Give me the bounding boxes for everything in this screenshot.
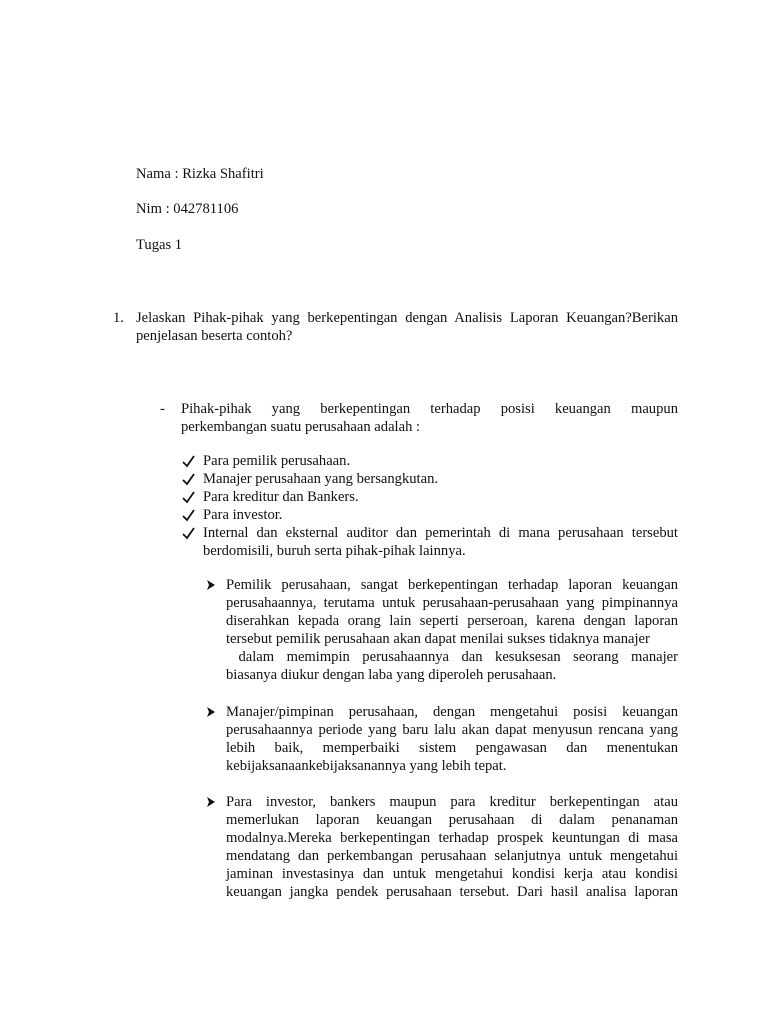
question-line-1: Jelaskan Pihak-pihak yang berkepentingan dengan Analisis Laporan Keuangan?Berikan xyxy=(136,310,678,326)
checkmark-icon xyxy=(181,506,197,524)
explanation-line: Pemilik perusahaan, sangat berkepentingan terhadap laporan keuangan xyxy=(226,577,678,593)
explanation-line: perusahaannya periode yang baru lalu akan dapat menyusun rencana yang xyxy=(226,722,678,738)
dash-bullet: - xyxy=(160,401,165,417)
answer-intro-line-1: Pihak-pihak yang berkepentingan terhadap posisi keuangan maupun xyxy=(181,401,678,417)
explanation-line: mendatang dan perkembangan perusahaan selanjutnya untuk mengetahui xyxy=(226,848,678,864)
explanation-line: jaminan investasinya dan untuk mengetahui kondisi kerja atau kondisi xyxy=(226,866,678,882)
answer-intro-line-2: perkembangan suatu perusahaan adalah : xyxy=(181,419,421,435)
checklist-item: Manajer perusahaan yang bersangkutan. xyxy=(203,471,439,487)
student-nim: Nim : 042781106 xyxy=(136,201,239,217)
explanation-line: modalnya.Mereka berkepentingan terhadap prospek keuntungan di masa xyxy=(226,830,678,846)
checkmark-icon xyxy=(181,488,197,506)
explanation-line: keuangan jangka pendek perusahaan tersebut. Dari hasil analisa laporan xyxy=(226,884,678,900)
assignment-title: Tugas 1 xyxy=(136,237,183,253)
explanation-line: tersebut pemilik perusahaan akan dapat menilai sukses tidaknya manajer xyxy=(226,631,650,647)
explanation-line: memerlukan laporan keuangan perusahaan di dalam penanaman xyxy=(226,812,678,828)
student-name: Nama : Rizka Shafitri xyxy=(136,166,264,182)
checkmark-icon xyxy=(181,524,197,542)
checkmark-icon xyxy=(181,470,197,488)
explanation-line: kebijaksanaankebijaksanannya yang lebih tepat. xyxy=(226,758,507,774)
explanation-line: diserahkan kepada orang lain seperti perseroan, karena dengan laporan xyxy=(226,613,678,629)
explanation-line: Para investor, bankers maupun para kreditur berkepentingan atau xyxy=(226,794,678,810)
explanation-line: dalam memimpin perusahaannya dan kesuksesan seorang manajer xyxy=(226,649,678,665)
checklist-item: Internal dan eksternal auditor dan pemerintah di mana perusahaan tersebut xyxy=(203,525,678,541)
checklist-item: Para investor. xyxy=(203,507,283,523)
checkmark-icon xyxy=(181,452,197,470)
explanation-line: Manajer/pimpinan perusahaan, dengan mengetahui posisi keuangan xyxy=(226,704,678,720)
explanation-line: perusahaannya, terutama untuk perusahaan-perusahaan yang pimpinannya xyxy=(226,595,678,611)
explanation-line: biasanya diukur dengan laba yang diperoleh perusahaan. xyxy=(226,667,557,683)
checklist-item: Para kreditur dan Bankers. xyxy=(203,489,359,505)
checklist-item-continuation: berdomisili, buruh serta pihak-pihak lainnya. xyxy=(203,543,466,559)
explanation-line: lebih baik, memperbaiki sistem pengawasan dan menentukan xyxy=(226,740,678,756)
question-line-2: penjelasan beserta contoh? xyxy=(136,328,293,344)
checklist-item: Para pemilik perusahaan. xyxy=(203,453,351,469)
arrowhead-bullet-icon xyxy=(204,576,218,594)
question-number: 1. xyxy=(113,310,124,326)
arrowhead-bullet-icon xyxy=(204,703,218,721)
arrowhead-bullet-icon xyxy=(204,793,218,811)
